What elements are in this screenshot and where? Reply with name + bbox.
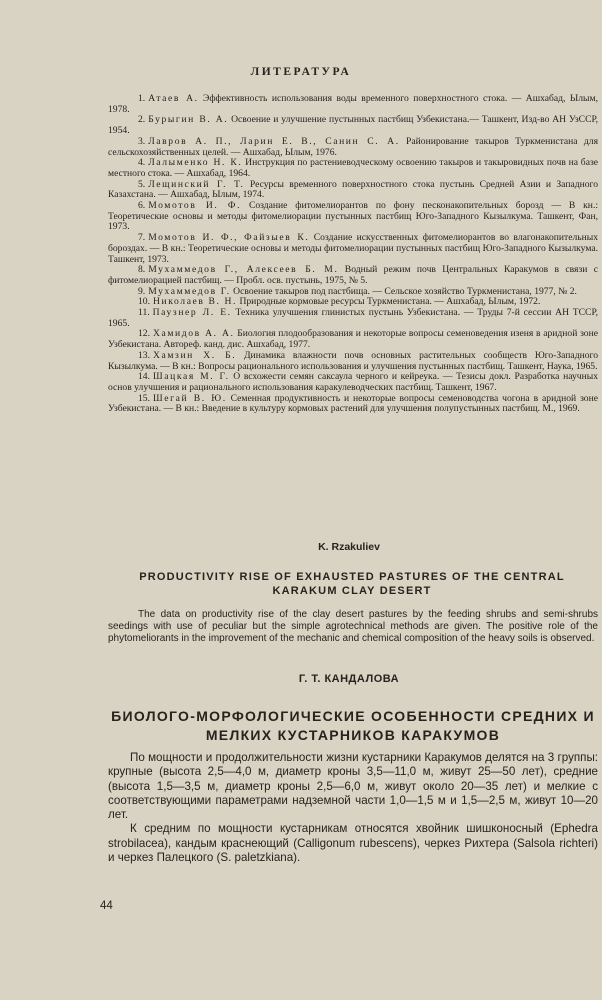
reference-text: Водный режим почв Центральных Каракумов в связи с фитомелиорацией пастбищ. — Пробл. осв. пустынь, 1975, № 5. (108, 264, 598, 286)
reference-number: 9. (138, 285, 146, 297)
reference-author: Лавров А. П., Ларин Е. В., Санин С. А. (148, 135, 400, 147)
body-paragraph: По мощности и продолжительности жизни кустарники Каракумов делятся на 3 группы: крупные (высота 2,5—4,0 м, диаметр кроны 3,5—11,0 м, живут 25—50 лет), средние (высота 1,5—3,5 м, диаметр кроны 2,5—6,0 м, живут около 20—35 лет) и мелкие с соответствующими параметрами надземной части 1,0—1,5 м и 1,5—2,5 м, живут 10—20 лет. (108, 751, 598, 822)
reference-author: Лалыменко Н. К. (148, 157, 243, 169)
reference-number: 6. (138, 200, 146, 212)
reference-text: Эффективность использования воды временного поверхностного стока. — Ашхабад, Ылым, 1978. (108, 93, 598, 115)
reference-number: 5. (138, 178, 146, 190)
reference-number: 7. (138, 232, 146, 244)
english-author: K. Rzakuliev (318, 541, 380, 553)
page-number: 44 (100, 900, 113, 912)
reference-text: Семенная продуктивность и некоторые вопросы семеноводства чогона в аридной зоне Узбекистана. — В кн.: Введение в культуру кормовых растений для улучшения полупустынных пастбищ. М., 1969. (108, 392, 598, 415)
reference-number: 2. (138, 114, 146, 126)
reference-number: 8. (138, 264, 146, 276)
reference-number: 10. (138, 296, 150, 308)
reference-text: О всхожести семян саксаула черного и кейреука. — Тезисы докл. Разработка научных основ улучшения и рационального использования каракулеводческих пастбищ. Ташкент, 1967. (108, 371, 599, 393)
russian-title: БИОЛОГО-МОРФОЛОГИЧЕСКИЕ ОСОБЕННОСТИ СРЕДНИХ И МЕЛКИХ КУСТАРНИКОВ КАРАКУМОВ (111, 708, 595, 743)
reference-author: Паузнер Л. Е. (152, 307, 232, 319)
reference-item (108, 372, 598, 393)
reference-item (108, 233, 598, 265)
reference-text: Ресурсы временного поверхностного стока пустынь Средней Азии и Западного Казахстана. — Ашхабад, Ылым, 1974. (108, 178, 599, 201)
reference-item (108, 308, 598, 329)
reference-number: 11. (138, 307, 150, 319)
reference-item (108, 180, 598, 201)
reference-text: Биология плодообразования и некоторые вопросы семеноведения изеня в аридной зоне Узбекистана. Автореф. канд. дис. Ашхабад, 1977. (108, 328, 598, 351)
reference-author: Лещинский Г. Т. (148, 178, 245, 190)
reference-text: Природные кормовые ресурсы Туркменистана. — Ашхабад, Ылым, 1972. (237, 296, 541, 308)
reference-item (108, 158, 598, 179)
reference-text: Освоение такыров под пастбища. — Сельское хозяйство Туркменистана, 1977, № 2. (230, 285, 577, 297)
reference-number: 4. (138, 157, 146, 169)
reference-text: Динамика влажности почв основных растительных сообществ Юго-Западного Кызылкума. — В кн.: Вопросы рационального использования и улучшения пустынных пастбищ. Ташкент, Наука, 1965. (108, 349, 598, 372)
reference-text: Создание фитомелиорантов по фону песконакопительных борозд — В кн.: Теоретические основы и методы фитомелиорации пустынных пастбищ Юго-Западного Кызылкума. Ташкент, Фан, 1973. (108, 200, 599, 233)
english-title: PRODUCTIVITY RISE OF EXHAUSTED PASTURES OF THE CENTRAL KARAKUM CLAY DESERT (139, 571, 565, 597)
literature-heading: ЛИТЕРАТУРА (250, 66, 352, 78)
reference-author: Момотов И. Ф. (148, 200, 242, 212)
reference-number: 1. (138, 93, 146, 104)
reference-item (108, 351, 598, 372)
reference-author: Шацкая М. Г. (153, 371, 230, 383)
reference-item (108, 265, 598, 286)
reference-author: Шегай В. Ю. (153, 392, 227, 404)
reference-text: Районирование такыров Туркменистана для сельскохозяйственных целей. — Ашхабад, Ылым, 1976. (108, 135, 598, 158)
reference-author: Мухаммедов Г., Алексеев Б. М. (148, 264, 339, 276)
reference-item (108, 115, 598, 136)
article-body (108, 751, 598, 865)
reference-text: Техника улучшения глинистых пустынь Узбекистана. — Труды 7-й сессии АН ТССР, 1965. (108, 307, 598, 329)
reference-text: Инструкция по растениеводческому освоению такыров и такыровидных почв на базе местного стока. — Ашхабад, 1964. (108, 157, 598, 179)
reference-number: 13. (138, 349, 150, 361)
english-abstract: The data on productivity rise of the clay desert pastures by the feeding shrubs and semi-shrubs seedings with use of peculiar but the simple agrotechnical methods are given. The positive role of the phytomeliorants in the improvement of the mechanic and chemical composition of the heavy soils is observed. (108, 609, 598, 644)
reference-number: 3. (138, 135, 146, 147)
reference-item (108, 137, 598, 158)
reference-author: Атаев А. (148, 93, 199, 104)
reference-author: Момотов И. Ф., Файзыев К. (148, 232, 310, 244)
reference-author: Хамидов А. А. (153, 328, 235, 340)
reference-item (108, 201, 598, 233)
reference-number: 12. (138, 328, 150, 340)
reference-author: Хамзин Х. Б. (153, 349, 237, 361)
reference-number: 15. (138, 392, 150, 404)
reference-text: Создание искусственных фитомелиорантов во влагонакопительных бороздах. — В кн.: Теоретические основы и методы фитомелиорации пустынных пастбищ Юго-Западного Кызылкума. Ташкент, 1973. (108, 232, 598, 265)
reference-author: Бурыгин В. А. (148, 114, 229, 126)
reference-item (108, 394, 598, 415)
reference-author: Мухаммедов Г. (148, 285, 231, 297)
reference-item (108, 94, 598, 115)
reference-text: Освоение и улучшение пустынных пастбищ Узбекистана.— Ташкент, Изд-во АН УзССР, 1954. (108, 114, 598, 137)
reference-number: 14. (138, 371, 150, 383)
russian-author: Г. Т. КАНДАЛОВА (298, 673, 400, 685)
reference-item (108, 329, 598, 350)
body-paragraph: К средним по мощности кустарникам относятся хвойник шишконосный (Ephedra strobilacea), кандым краснеющий (Calligonum rubescens), черкез Рихтера (Salsola richteri) и черкез Палецкого (S. paletzkiana). (108, 822, 598, 865)
reference-list (108, 94, 598, 415)
reference-author: Николаев В. Н. (153, 296, 238, 308)
